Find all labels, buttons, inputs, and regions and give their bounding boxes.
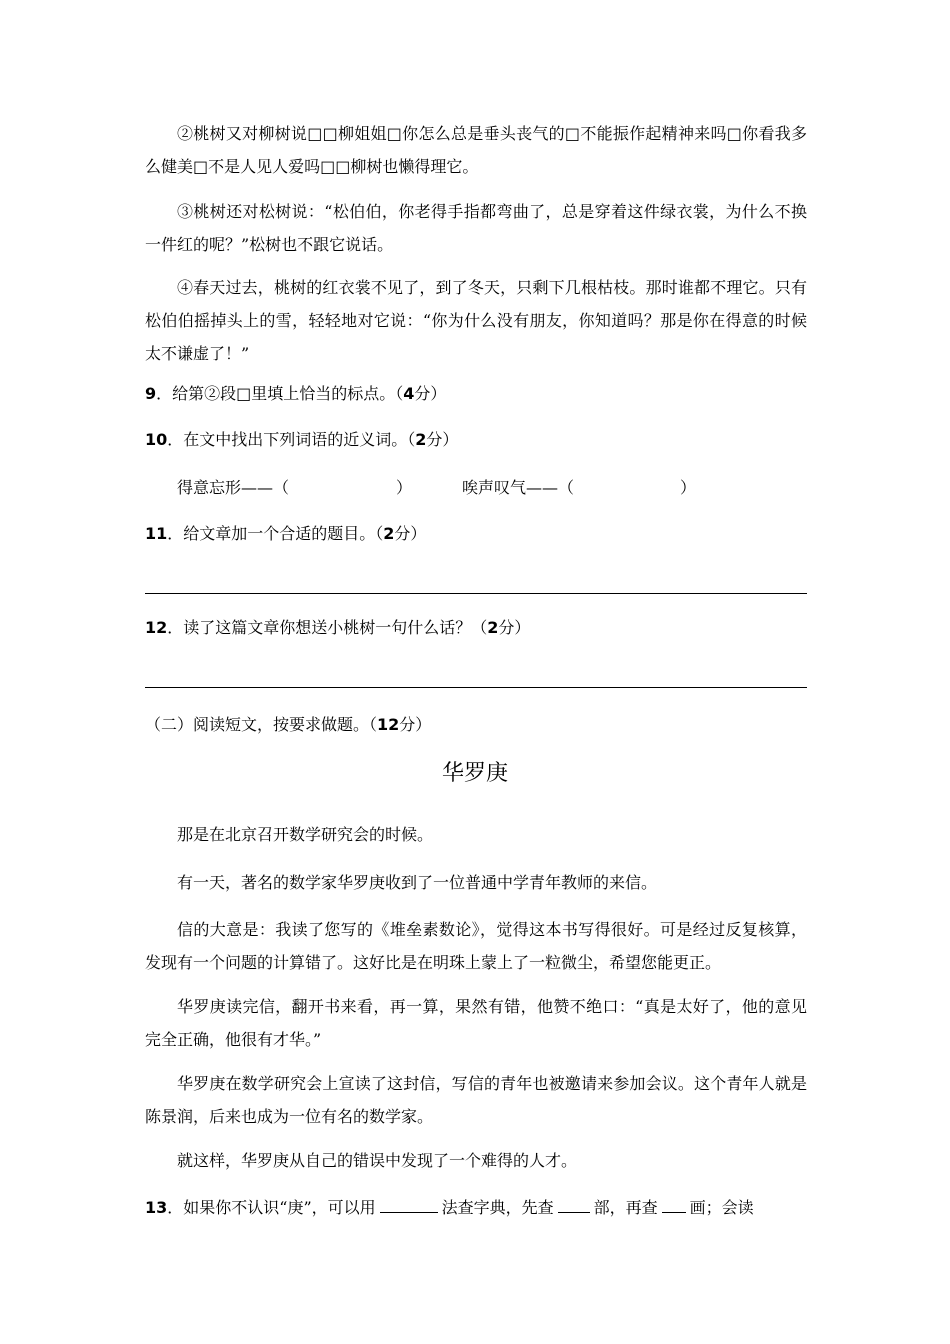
synonym-close-b: ） <box>680 478 697 497</box>
question-score: 2 <box>487 618 499 637</box>
blank-radical[interactable] <box>558 1196 590 1213</box>
paragraph-2: ②桃树又对柳树说□□柳姐姐□你怎么总是垂头丧气的□不能振作起精神来吗□你看我多么健美□不是人见人爱吗□□柳树也懒得理它。 <box>145 124 807 176</box>
article-paragraph: 华罗庚在数学研究会上宣读了这封信，写信的青年也被邀请来参加会议。这个青年人就是陈景润，后来也成为一位有名的数学家。 <box>145 1074 807 1126</box>
synonym-prompt-a: 得意忘形——（ <box>177 478 290 497</box>
question-score: 2 <box>415 430 427 449</box>
section-score: 12 <box>377 715 400 734</box>
question-13 <box>145 1196 807 1219</box>
synonym-prompt-b: 唉声叹气——（ <box>462 478 575 497</box>
question-number: 13 <box>145 1198 168 1217</box>
article-paragraph: 就这样，华罗庚从自己的错误中发现了一个难得的人才。 <box>177 1151 578 1170</box>
question-text-4: 画；会读 <box>689 1198 754 1217</box>
question-tail: 分） <box>414 384 447 403</box>
paragraph-4: ④春天过去，桃树的红衣裳不见了，到了冬天，只剩下几根枯枝。那时谁都不理它。只有松伯伯摇掉头上的雪，轻轻地对它说：“你为什么没有朋友，你知道吗？那是你在得意的时候太不谦虚了！” <box>145 278 807 363</box>
question-text: ．给第②段□里填上恰当的标点。（ <box>156 384 404 403</box>
article-paragraph: 那是在北京召开数学研究会的时候。 <box>177 825 434 844</box>
paragraph-3: ③桃树还对松树说：“松伯伯，你老得手指都弯曲了，总是穿着这件绿衣裳，为什么不换一件红的呢？”松树也不跟它说话。 <box>145 202 807 254</box>
question-score: 2 <box>383 524 395 543</box>
question-number: 12 <box>145 618 168 637</box>
answer-line-11[interactable] <box>145 593 807 594</box>
synonym-close-a: ） <box>396 478 413 497</box>
section-heading-tail: 分） <box>399 715 432 734</box>
question-11 <box>145 523 807 545</box>
question-text: ．给文章加一个合适的题目。（ <box>167 524 384 543</box>
question-text-3: 部，再查 <box>593 1198 658 1217</box>
article-title: 华罗庚 <box>441 761 508 786</box>
blank-strokes[interactable] <box>662 1196 686 1213</box>
article-paragraph: 有一天，著名的数学家华罗庚收到了一位普通中学青年教师的来信。 <box>177 873 658 892</box>
article-paragraph: 信的大意是：我读了您写的《堆垒素数论》，觉得这本书写得很好。可是经过反复核算，发现有一个问题的计算错了。这好比是在明珠上蒙上了一粒微尘，希望您能更正。 <box>145 920 807 972</box>
article-paragraph: 华罗庚读完信，翻开书来看，再一算，果然有错，他赞不绝口：“真是太好了，他的意见完全正确，他很有才华。” <box>145 997 807 1049</box>
question-score: 4 <box>403 384 415 403</box>
question-text: ．在文中找出下列词语的近义词。（ <box>167 430 416 449</box>
question-10 <box>145 429 807 451</box>
question-text-1: ．如果你不认识“庚”，可以用 <box>167 1198 376 1217</box>
question-tail: 分） <box>394 524 427 543</box>
question-number: 10 <box>145 430 168 449</box>
section-2-heading <box>145 714 807 736</box>
question-tail: 分） <box>498 618 531 637</box>
blank-method[interactable] <box>380 1196 438 1213</box>
question-number: 11 <box>145 524 168 543</box>
question-text: ．读了这篇文章你想送小桃树一句什么话？（ <box>167 618 488 637</box>
question-9 <box>145 383 807 405</box>
question-text-2: 法查字典，先查 <box>441 1198 554 1217</box>
question-tail: 分） <box>426 430 459 449</box>
question-number: 9 <box>145 384 157 403</box>
section-heading-text: （二）阅读短文，按要求做题。（ <box>145 715 378 734</box>
answer-line-12[interactable] <box>145 687 807 688</box>
question-12 <box>145 617 807 639</box>
